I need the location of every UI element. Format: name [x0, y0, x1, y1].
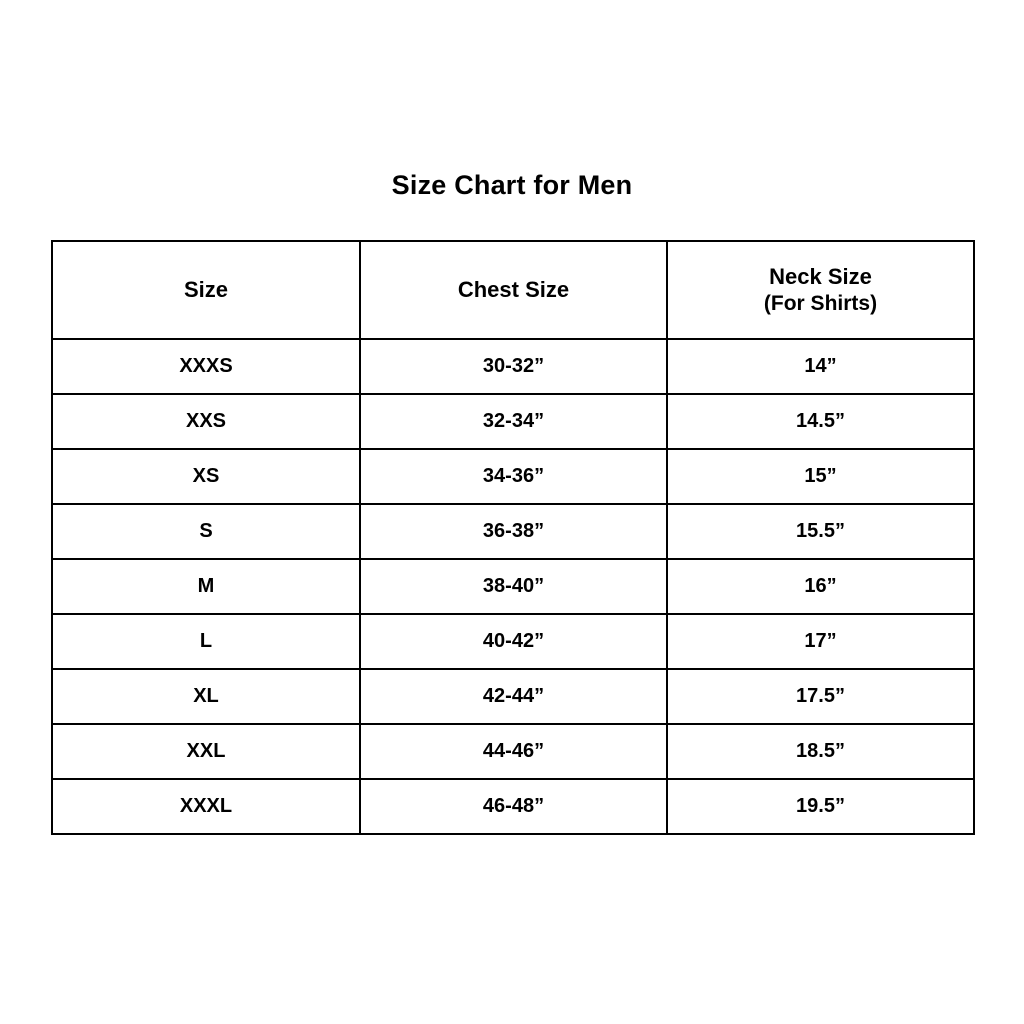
- cell-size: XXL: [52, 724, 360, 779]
- table-row: [52, 779, 974, 834]
- cell-neck-size: 18.5”: [667, 724, 974, 779]
- cell-size: S: [52, 504, 360, 559]
- column-header-neck-size-sublabel: (For Shirts): [763, 291, 878, 315]
- column-header-size-label: Size: [183, 277, 229, 303]
- header-row: [52, 241, 974, 339]
- cell-chest-size: 30-32”: [360, 339, 667, 394]
- size-chart-table: [51, 240, 975, 835]
- table-row: [52, 669, 974, 724]
- cell-chest-size: 32-34”: [360, 394, 667, 449]
- cell-chest-size: 34-36”: [360, 449, 667, 504]
- cell-chest-size: 46-48”: [360, 779, 667, 834]
- cell-neck-size: 14”: [667, 339, 974, 394]
- page-title: Size Chart for Men: [391, 170, 633, 200]
- cell-size: L: [52, 614, 360, 669]
- cell-size: XXXL: [52, 779, 360, 834]
- cell-chest-size: 36-38”: [360, 504, 667, 559]
- table-row: [52, 559, 974, 614]
- column-header-neck-size: [667, 241, 974, 339]
- table-row: [52, 724, 974, 779]
- cell-size: XXXS: [52, 339, 360, 394]
- cell-neck-size: 15”: [667, 449, 974, 504]
- cell-chest-size: 44-46”: [360, 724, 667, 779]
- cell-chest-size: 42-44”: [360, 669, 667, 724]
- table-row: [52, 394, 974, 449]
- table-row: [52, 614, 974, 669]
- cell-size: XL: [52, 669, 360, 724]
- cell-neck-size: 17”: [667, 614, 974, 669]
- cell-chest-size: 38-40”: [360, 559, 667, 614]
- cell-neck-size: 19.5”: [667, 779, 974, 834]
- cell-size: XXS: [52, 394, 360, 449]
- table-header: [52, 241, 974, 339]
- cell-size: XS: [52, 449, 360, 504]
- cell-neck-size: 16”: [667, 559, 974, 614]
- table-row: [52, 449, 974, 504]
- cell-size: M: [52, 559, 360, 614]
- column-header-size: [52, 241, 360, 339]
- table-body: [52, 339, 974, 834]
- cell-neck-size: 15.5”: [667, 504, 974, 559]
- column-header-neck-size-label: Neck Size: [769, 264, 872, 290]
- table-row: [52, 504, 974, 559]
- cell-chest-size: 40-42”: [360, 614, 667, 669]
- column-header-chest-size-label: Chest Size: [457, 277, 570, 303]
- cell-neck-size: 14.5”: [667, 394, 974, 449]
- table-row: [52, 339, 974, 394]
- cell-neck-size: 17.5”: [667, 669, 974, 724]
- column-header-chest-size: [360, 241, 667, 339]
